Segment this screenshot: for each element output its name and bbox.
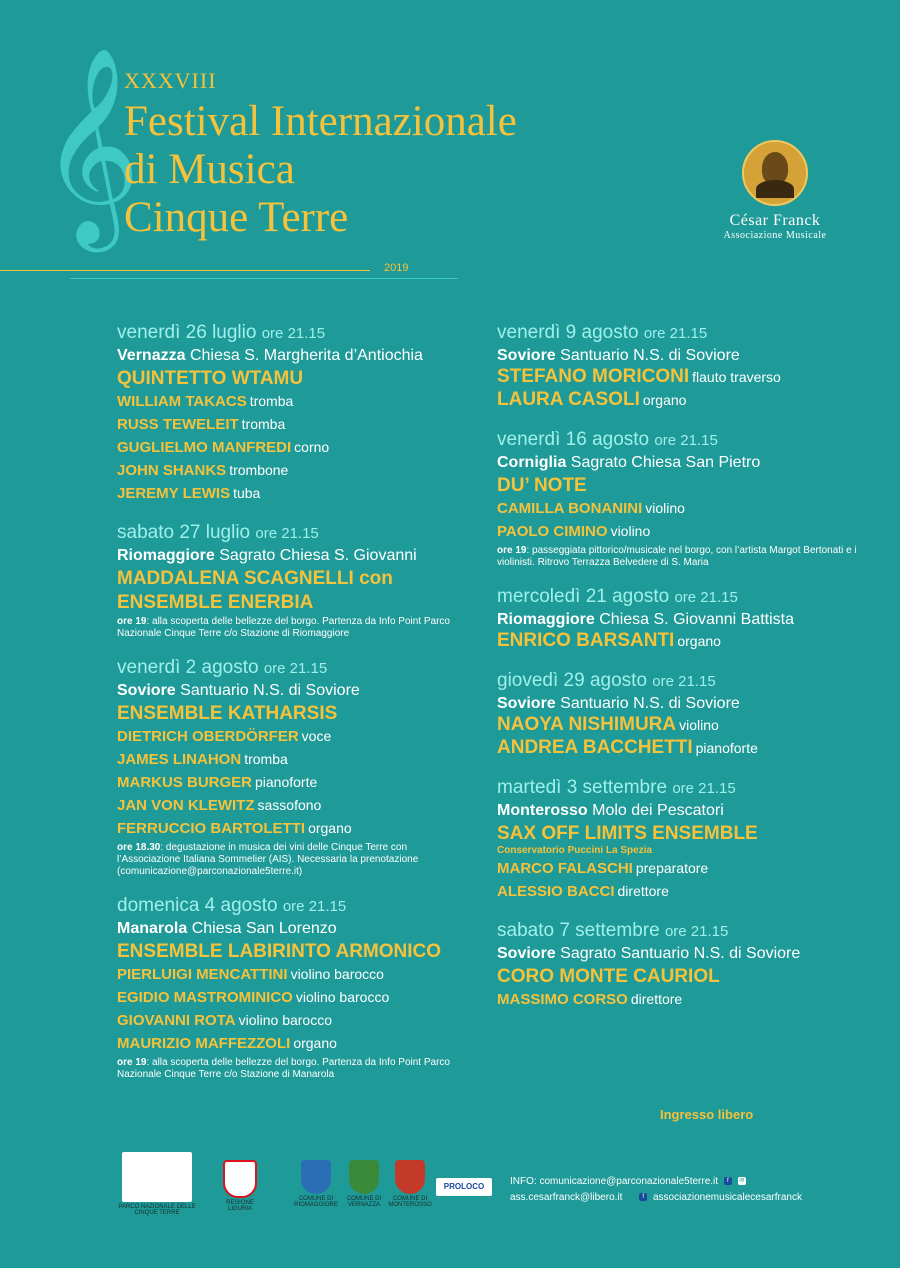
event-time: ore 21.15 xyxy=(261,325,326,342)
event-date-line xyxy=(497,777,887,800)
performer-row xyxy=(497,366,887,389)
event-date-line xyxy=(117,322,467,345)
association-logo xyxy=(700,140,850,241)
venue-town: Soviore xyxy=(497,695,556,712)
performer-row xyxy=(497,880,887,903)
vernazza-shield-icon xyxy=(349,1160,379,1194)
note-text: : alla scoperta delle bellezze del borgo. Partenza da Info Point Parco Nazionale Cinque Terre c/o Stazione di Manarola xyxy=(117,1057,450,1080)
event-date: martedì 3 settembre xyxy=(497,777,668,798)
event-date-line xyxy=(117,657,467,680)
venue-town: Vernazza xyxy=(117,347,186,364)
festival-title xyxy=(124,98,517,242)
event-venue xyxy=(497,800,887,821)
performer-row xyxy=(117,459,467,482)
concert-event xyxy=(497,920,887,1011)
performer-name: MAURIZIO MAFFEZZOLI xyxy=(117,1035,291,1052)
event-date: sabato 7 settembre xyxy=(497,920,660,941)
ensemble-name: ENSEMBLE LABIRINTO ARMONICO xyxy=(117,941,442,962)
ensemble-name: ENSEMBLE ENERBIA xyxy=(117,592,314,613)
performer-name: JOHN SHANKS xyxy=(117,462,227,479)
performer-name: MASSIMO CORSO xyxy=(497,991,628,1008)
concert-event xyxy=(497,586,887,653)
performer-name: STEFANO MORICONI xyxy=(497,366,690,387)
divider xyxy=(0,270,370,271)
event-date: domenica 4 agosto xyxy=(117,895,278,916)
event-time: ore 21.15 xyxy=(674,589,738,606)
performer-name: ENRICO BARSANTI xyxy=(497,630,675,651)
treble-clef-icon: 𝄞 xyxy=(40,46,141,244)
event-date-line xyxy=(497,670,887,693)
association-email[interactable]: ass.cesarfranck@libero.it xyxy=(510,1192,623,1203)
event-note xyxy=(497,545,887,569)
title-line: Festival Internazionale xyxy=(124,98,517,145)
performer-name: NAOYA NISHIMURA xyxy=(497,714,677,735)
year: 2019 xyxy=(384,262,409,274)
event-time: ore 21.15 xyxy=(664,923,729,940)
performer-instrument: organo xyxy=(677,633,721,649)
performer-instrument: organo xyxy=(308,820,352,836)
event-venue xyxy=(117,918,467,939)
performer-row xyxy=(497,988,887,1011)
logo-label: COMUNE DI VERNAZZA xyxy=(346,1196,382,1208)
right-column xyxy=(497,322,887,1028)
performer-instrument: corno xyxy=(294,439,330,455)
venue-place: Sagrato Chiesa S. Giovanni xyxy=(219,547,417,564)
event-time: ore 21.15 xyxy=(282,898,347,915)
performer-name: MARKUS BURGER xyxy=(117,774,252,791)
performer-name: GIOVANNI ROTA xyxy=(117,1012,236,1029)
event-date: sabato 27 luglio xyxy=(117,522,251,543)
event-time: ore 21.15 xyxy=(654,432,718,449)
info-email[interactable]: comunicazione@parconazionale5terre.it xyxy=(539,1176,719,1187)
info-line xyxy=(510,1174,802,1190)
monterosso-logo xyxy=(388,1160,432,1208)
free-entry: Ingresso libero xyxy=(660,1107,754,1122)
event-time: ore 21.15 xyxy=(672,780,736,797)
vernazza-logo xyxy=(342,1160,386,1208)
performer-row xyxy=(117,413,467,436)
event-time: ore 21.15 xyxy=(643,325,708,342)
title-line: di Musica xyxy=(124,146,295,193)
performer-name: JAN VON KLEWITZ xyxy=(117,797,255,814)
performer-row xyxy=(497,630,887,653)
note-time: ore 19 xyxy=(117,616,147,627)
performer-name: ALESSIO BACCI xyxy=(497,883,615,900)
event-venue xyxy=(497,452,887,473)
venue-place: Chiesa San Lorenzo xyxy=(191,920,337,937)
performer-row xyxy=(497,714,887,737)
performer-instrument: violino xyxy=(645,500,685,516)
concert-event xyxy=(117,522,467,640)
performer-name: FERRUCCIO BARTOLETTI xyxy=(117,820,306,837)
performer-instrument: tromba xyxy=(249,393,294,409)
performer-row xyxy=(117,1009,467,1032)
venue-town: Soviore xyxy=(497,945,556,962)
performer-instrument: organo xyxy=(642,392,687,408)
performer-instrument: violino barocco xyxy=(290,966,384,982)
event-time: ore 21.15 xyxy=(263,660,328,677)
venue-town: Manarola xyxy=(117,920,188,937)
performer-name: ANDREA BACCHETTI xyxy=(497,737,693,758)
performer-instrument: violino xyxy=(679,717,719,733)
performer-row xyxy=(117,1032,467,1055)
event-date-line xyxy=(117,522,467,545)
event-venue xyxy=(497,693,887,714)
event-note xyxy=(117,1057,467,1081)
concert-event xyxy=(497,777,887,903)
event-note xyxy=(117,842,467,878)
performer-instrument: pianoforte xyxy=(695,740,758,756)
performer-name: DIETRICH OBERDÖRFER xyxy=(117,728,299,745)
header xyxy=(0,0,900,290)
venue-place: Sagrato Chiesa San Pietro xyxy=(570,454,761,471)
event-date-line xyxy=(497,322,887,345)
performer-instrument: direttore xyxy=(617,883,669,899)
venue-town: Soviore xyxy=(497,347,556,364)
venue-place: Sagrato Santuario N.S. di Soviore xyxy=(560,945,801,962)
concert-event xyxy=(497,322,887,412)
performer-instrument: organo xyxy=(293,1035,337,1051)
event-venue xyxy=(117,680,467,701)
event-date-line xyxy=(497,586,887,609)
performer-instrument: sassofono xyxy=(257,797,322,813)
venue-place: Santuario N.S. di Soviore xyxy=(180,682,360,699)
venue-town: Corniglia xyxy=(497,454,567,471)
performer-name: RUSS TEWELEIT xyxy=(117,416,239,433)
edition-number: XXXVIII xyxy=(124,68,217,93)
ensemble-name: SAX OFF LIMITS ENSEMBLE xyxy=(497,823,758,844)
event-venue xyxy=(497,609,887,630)
info-line xyxy=(510,1190,802,1206)
event-venue xyxy=(117,545,467,566)
event-date: venerdì 9 agosto xyxy=(497,322,639,343)
logo-label: COMUNE DI RIOMAGGIORE xyxy=(294,1196,338,1208)
note-time: ore 19 xyxy=(497,545,527,556)
sponsor-logos xyxy=(116,1152,506,1222)
note-text: : degustazione in musica dei vini delle Cinque Terre con l’Associazione Italiana Sommelier (AIS). Necessaria la prenotazione (comunicazione@parconazionale5terre.it) xyxy=(117,842,419,877)
logo-label: COMUNE DI MONTEROSSO xyxy=(388,1196,432,1208)
performer-name: EGIDIO MASTROMINICO xyxy=(117,989,293,1006)
performer-name: LAURA CASOLI xyxy=(497,389,640,410)
event-venue xyxy=(497,345,887,366)
divider xyxy=(70,278,458,279)
concert-event xyxy=(117,895,467,1081)
performer-instrument: violino barocco xyxy=(238,1012,332,1028)
event-date: venerdì 26 luglio xyxy=(117,322,257,343)
performer-row xyxy=(497,389,887,412)
performer-instrument: tuba xyxy=(233,485,261,501)
ensemble-name: ENSEMBLE KATHARSIS xyxy=(117,703,338,724)
performer-instrument: violino barocco xyxy=(295,989,390,1005)
performer-name: JAMES LINAHON xyxy=(117,751,242,768)
performer-instrument: preparatore xyxy=(635,860,709,876)
event-venue xyxy=(117,345,467,366)
facebook-page[interactable]: associazionemusicalecesarfranck xyxy=(652,1192,802,1203)
event-time: ore 21.15 xyxy=(652,673,716,690)
performer-row xyxy=(117,436,467,459)
proloco-logo xyxy=(436,1178,496,1196)
performer-instrument: flauto traverso xyxy=(692,369,781,385)
ensemble-name: DU’ NOTE xyxy=(497,475,587,496)
logo-label: PARCO NAZIONALE DELLE CINQUE TERRE xyxy=(118,1204,196,1216)
venue-town: Monterosso xyxy=(497,802,588,819)
event-date-line xyxy=(497,920,887,943)
riomaggiore-logo xyxy=(294,1160,338,1208)
performer-instrument: tromba xyxy=(244,751,288,767)
performer-row xyxy=(497,857,887,880)
facebook-icon[interactable]: f xyxy=(724,1177,732,1185)
performer-name: CAMILLA BONANINI xyxy=(497,500,643,517)
parco-icon xyxy=(122,1152,192,1202)
performer-row xyxy=(117,794,467,817)
venue-town: Soviore xyxy=(117,682,176,699)
performer-row xyxy=(497,497,887,520)
regione-logo xyxy=(216,1160,264,1212)
left-column xyxy=(117,322,467,1098)
ensemble-name: QUINTETTO WTAMU xyxy=(117,368,304,389)
ensemble-name: MADDALENA SCAGNELLI con xyxy=(117,568,393,589)
regione-shield-icon xyxy=(223,1160,257,1198)
facebook-icon[interactable]: f xyxy=(639,1193,647,1201)
performer-name: GUGLIELMO MANFREDI xyxy=(117,439,292,456)
event-date-line xyxy=(117,895,467,918)
performer-row xyxy=(497,520,887,543)
venue-town: Riomaggiore xyxy=(497,611,595,628)
performer-row xyxy=(117,963,467,986)
contact-info xyxy=(510,1174,802,1206)
mail-icon[interactable]: ✉ xyxy=(739,1178,745,1185)
note-text: : alla scoperta delle bellezze del borgo. Partenza da Info Point Parco Nazionale Cinque Terre c/o Stazione di Riomaggiore xyxy=(117,616,450,639)
riomaggiore-shield-icon xyxy=(301,1160,331,1194)
event-date: giovedì 29 agosto xyxy=(497,670,648,691)
performer-instrument: tromba xyxy=(241,416,286,432)
concert-event xyxy=(117,657,467,878)
performer-instrument: voce xyxy=(301,728,332,744)
association-name: César Franck xyxy=(729,212,821,229)
venue-place: Chiesa S. Giovanni Battista xyxy=(599,611,795,628)
event-date: venerdì 2 agosto xyxy=(117,657,259,678)
venue-place: Chiesa S. Margherita d’Antiochia xyxy=(189,347,423,364)
ensemble-subtitle: Conservatorio Puccini La Spezia xyxy=(497,845,653,856)
venue-place: Santuario N.S. di Soviore xyxy=(560,695,740,712)
performer-row xyxy=(117,390,467,413)
performer-instrument: violino xyxy=(610,523,651,539)
logo-label: REGIONE LIGURIA xyxy=(226,1200,254,1212)
portrait-medal-icon xyxy=(742,140,808,206)
concert-event xyxy=(497,429,887,569)
ensemble-name: CORO MONTE CAURIOL xyxy=(497,966,720,987)
note-time: ore 19 xyxy=(117,1057,147,1068)
performer-instrument: trombone xyxy=(229,462,289,478)
performer-row xyxy=(117,748,467,771)
concert-event xyxy=(497,670,887,760)
performer-name: WILLIAM TAKACS xyxy=(117,393,247,410)
venue-town: Riomaggiore xyxy=(117,547,215,564)
title-line: Cinque Terre xyxy=(124,194,349,241)
performer-row xyxy=(117,817,467,840)
parco-logo xyxy=(116,1152,198,1216)
association-subtitle: Associazione Musicale xyxy=(723,230,827,241)
performer-name: JEREMY LEWIS xyxy=(117,485,231,502)
performer-name: MARCO FALASCHI xyxy=(497,860,633,877)
performer-row xyxy=(497,737,887,760)
performer-name: PAOLO CIMINO xyxy=(497,523,608,540)
performer-row xyxy=(117,986,467,1009)
performer-row xyxy=(117,771,467,794)
event-venue xyxy=(497,943,887,964)
venue-place: Santuario N.S. di Soviore xyxy=(560,347,740,364)
event-note xyxy=(117,616,467,640)
proloco-label: PROLOCO xyxy=(436,1178,492,1196)
info-label: INFO: xyxy=(510,1176,537,1187)
event-date: mercoledì 21 agosto xyxy=(497,586,670,607)
event-time: ore 21.15 xyxy=(255,525,319,542)
note-text: : passeggiata pittorico/musicale nel borgo, con l’artista Margot Bertonati e i violinisti. Ritrovo Terrazza Belvedere di S. Maria xyxy=(497,545,857,568)
performer-instrument: direttore xyxy=(630,991,683,1007)
event-date-line xyxy=(497,429,887,452)
event-date: venerdì 16 agosto xyxy=(497,429,650,450)
venue-place: Molo dei Pescatori xyxy=(592,802,724,819)
concert-event xyxy=(117,322,467,505)
performer-row xyxy=(117,482,467,505)
note-time: ore 18.30 xyxy=(117,842,161,853)
monterosso-shield-icon xyxy=(395,1160,425,1194)
performer-name: PIERLUIGI MENCATTINI xyxy=(117,966,288,983)
performer-instrument: pianoforte xyxy=(255,774,318,790)
performer-row xyxy=(117,725,467,748)
